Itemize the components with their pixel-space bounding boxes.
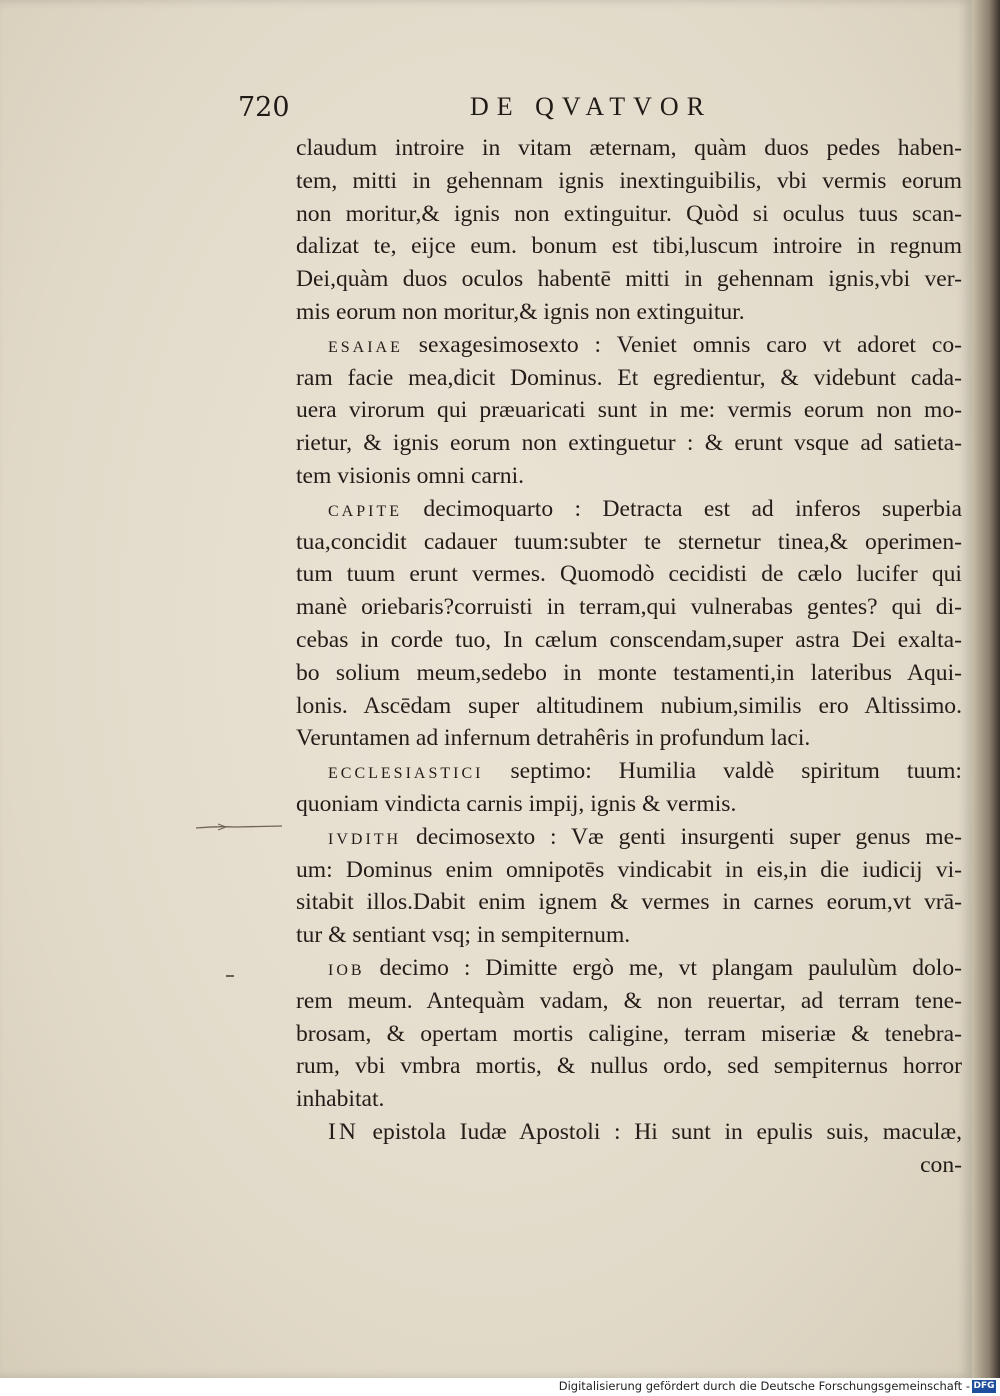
text-line: rum, vbi vmbra mortis, & nullus ordo, sed sempiternus horror xyxy=(296,1053,962,1080)
paragraph-first-line xyxy=(296,329,962,362)
text-line: rietur, & ignis eorum non extinguetur : & erunt vsque ad satieta- xyxy=(296,430,962,457)
paragraph-lead: IN xyxy=(328,1118,359,1145)
text-line: um: Dominus enim omnipotēs vindicabit in eis,in die iudicij vi- xyxy=(296,856,962,883)
text-line: rem meum. Antequàm vadam, & non reuertar, ad terram tene- xyxy=(296,987,962,1014)
paragraph-first-line xyxy=(296,952,962,985)
paragraph-first-line xyxy=(296,1116,962,1149)
text-line: tum tuum erunt vermes. Quomodò cecidisti de cælo lucifer qui xyxy=(296,561,962,588)
text-line: non moritur,& ignis non extinguitur. Quòd si oculus tuus scan- xyxy=(296,200,962,227)
text-line: decimo : Dimitte ergò me, vt plangam paululùm dolo- xyxy=(364,954,962,981)
footer-bar xyxy=(0,1378,1000,1396)
text-line: tua,concidit cadauer tuum:subter te sternetur tinea,& operimen- xyxy=(296,528,962,555)
text-line: bo solium meum,sedebo in monte testamenti,in lateribus Aqui- xyxy=(296,659,962,686)
text-line: tur & sentiant vsq; in sempiternum. xyxy=(296,922,631,949)
margin-pointer-mark xyxy=(196,822,282,832)
text-line: tem visionis omni carni. xyxy=(296,462,525,489)
paragraph-lead: IOB xyxy=(328,961,365,979)
text-line: Dei,quàm duos oculos habentē mitti in gehennam ignis,vbi ver- xyxy=(296,266,962,293)
text-line: epistola Iudæ Apostoli : Hi sunt in epulis suis, maculæ, xyxy=(358,1118,962,1145)
paragraph-first-line xyxy=(296,755,962,788)
text-line: decimosexto : Væ genti insurgenti super genus me- xyxy=(401,823,962,850)
footer-credit: Digitalisierung gefördert durch die Deutsche Forschungsgemeinschaft - xyxy=(558,1379,970,1393)
text-line: tem, mitti in gehennam ignis inextinguibilis, vbi vermis eorum xyxy=(296,167,962,194)
paragraph-lead: ESAIAE xyxy=(328,338,403,356)
main-text xyxy=(296,132,962,1182)
text-line: dalizat te, eijce eum. bonum est tibi,luscum introire in regnum xyxy=(296,233,962,260)
dfg-logo xyxy=(972,1380,996,1393)
text-line: quoniam vindicta carnis impij, ignis & vermis. xyxy=(296,790,737,817)
text-line: decimoquarto : Detracta est ad inferos superbia xyxy=(402,495,962,522)
text-line: lonis. Ascēdam super altitudinem nubium,similis ero Altissimo. xyxy=(296,692,962,719)
text-line: septimo: Humilia valdè spiritum tuum: xyxy=(483,758,962,785)
running-header xyxy=(0,92,972,132)
margin-dash-mark xyxy=(226,975,234,977)
text-line: Veruntamen ad infernum detrahêris in profundum laci. xyxy=(296,725,811,752)
text-line: brosam, & opertam mortis caligine, terram miseriæ & tenebra- xyxy=(296,1020,962,1047)
text-line: ram facie mea,dicit Dominus. Et egredientur, & videbunt cada- xyxy=(296,364,962,391)
paragraph-first-line xyxy=(296,493,962,526)
text-line: inhabitat. xyxy=(296,1086,385,1113)
text-line: sexagesimosexto : Veniet omnis caro vt adoret co- xyxy=(402,331,962,358)
text-line: sitabit illos.Dabit enim ignem & vermes in carnes eorum,vt vrā- xyxy=(296,889,962,916)
catchword: con- xyxy=(920,1151,962,1178)
page-number: 720 xyxy=(238,92,290,123)
text-line: manè oriebaris?corruisti in terram,qui vulnerabas gentes? qui di- xyxy=(296,594,962,621)
text-line: mis eorum non moritur,& ignis non extinguitur. xyxy=(296,298,745,325)
text-line: cebas in corde tuo, In cælum conscendam,super astra Dei exalta- xyxy=(296,626,962,653)
paragraph-lead: ECCLESIASTICI xyxy=(328,765,484,783)
paragraph-first-line xyxy=(296,821,962,854)
paragraph-lead: CAPITE xyxy=(328,502,402,520)
dfg-logo-text: DFG xyxy=(973,1381,995,1391)
text-line: uera virorum qui præuaricati sunt in me: vermis eorum non mo- xyxy=(296,397,962,424)
text-line: claudum introire in vitam æternam, quàm duos pedes haben- xyxy=(296,135,962,161)
running-title: DE QVATVOR xyxy=(470,92,713,121)
page-edge xyxy=(972,0,1000,1378)
paragraph-lead: IVDITH xyxy=(328,830,402,848)
